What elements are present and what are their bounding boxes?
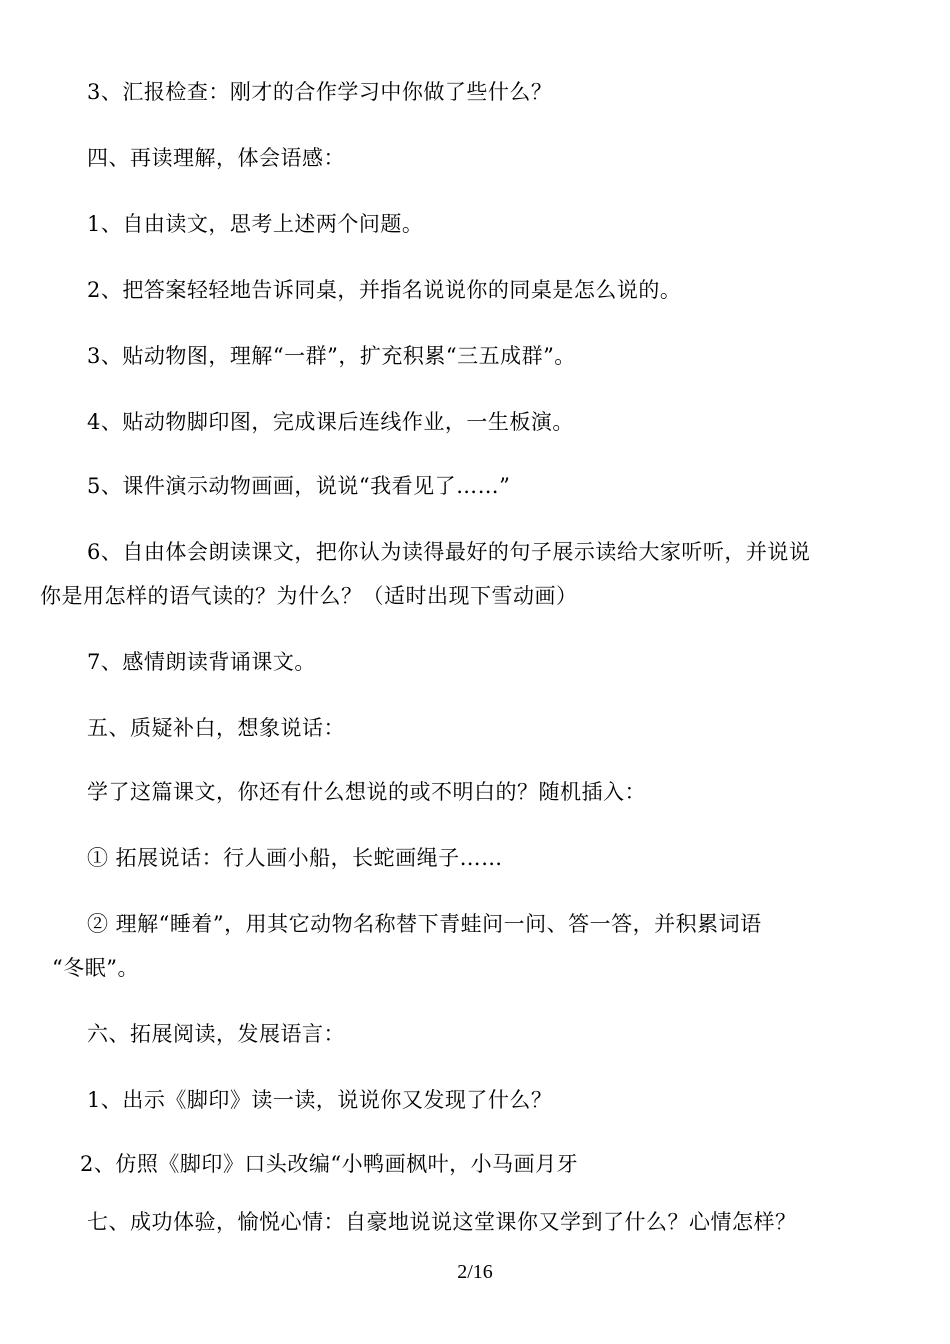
text-line-7: 5、课件演示动物画画，说说“我看见了……” — [87, 474, 511, 498]
text-line-11: 五、质疑补白，想象说话： — [87, 716, 345, 740]
text-line-14: ② 理解“睡着”，用其它动物名称替下青蛙问一问、答一答，并积累词语 — [87, 912, 762, 936]
text-line-3: 1、自由读文，思考上述两个问题。 — [87, 212, 424, 236]
text-line-5: 3、贴动物图，理解“一群”，扩充积累“三五成群”。 — [87, 344, 576, 368]
text-line-16: 六、拓展阅读，发展语言： — [87, 1022, 345, 1046]
text-line-10: 7、感情朗读背诵课文。 — [87, 650, 316, 674]
text-line-9: 你是用怎样的语气读的？为什么？（适时出现下雪动画） — [40, 584, 578, 608]
text-line-17: 1、出示《脚印》读一读，说说你又发现了什么？ — [87, 1088, 553, 1112]
page-number: 2/16 — [457, 1261, 493, 1283]
text-line-19: 七、成功体验，愉悦心情：自豪地说说这堂课你又学到了什么？心情怎样？ — [87, 1210, 797, 1234]
text-line-13: ① 拓展说话：行人画小船，长蛇画绳子…… — [87, 846, 503, 870]
text-line-1: 3、汇报检查：刚才的合作学习中你做了些什么？ — [87, 80, 553, 104]
text-line-18: 2、仿照《脚印》口头改编“小鸭画枫叶，小马画月牙 — [80, 1152, 579, 1176]
text-line-8: 6、自由体会朗读课文，把你认为读得最好的句子展示读给大家听听，并说说 — [87, 540, 811, 564]
text-line-2: 四、再读理解，体会语感： — [87, 146, 345, 170]
text-line-6: 4、贴动物脚印图，完成课后连线作业，一生板演。 — [87, 410, 574, 434]
text-line-12: 学了这篇课文，你还有什么想说的或不明白的？随机插入： — [87, 780, 646, 804]
text-line-4: 2、把答案轻轻地告诉同桌，并指名说说你的同桌是怎么说的。 — [87, 278, 682, 302]
text-line-15: “冬眠”。 — [52, 956, 139, 980]
